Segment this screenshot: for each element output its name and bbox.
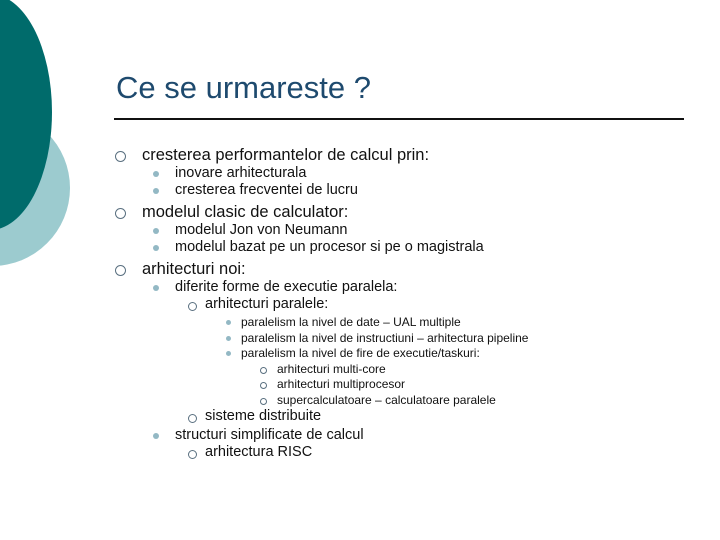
- sub-item-inovare: inovare arhitecturala: [175, 165, 307, 181]
- item-performance: cresterea performantelor de calcul prin:: [142, 146, 430, 164]
- dot-bullet-icon: [153, 228, 159, 234]
- hollow-bullet-icon: [115, 265, 126, 276]
- dot-bullet-icon: [226, 336, 231, 341]
- dot-bullet-icon: [153, 188, 159, 194]
- sub-item-fire-executie: paralelism la nivel de fire de executie/taskuri:: [241, 346, 480, 360]
- dot-bullet-icon: [153, 433, 159, 439]
- sub-item-date: paralelism la nivel de date – UAL multiple: [241, 315, 461, 329]
- sub-item-instructiuni: paralelism la nivel de instructiuni – arhitectura pipeline: [241, 331, 529, 345]
- hollow-bullet-icon: [188, 450, 197, 459]
- sub-item-magistrala: modelul bazat pe un procesor si pe o magistrala: [175, 239, 484, 255]
- sub-item-multiprocesor: arhitecturi multiprocesor: [277, 377, 406, 391]
- sub-item-multi-core: arhitecturi multi-core: [277, 362, 386, 376]
- sub-item-von-neumann: modelul Jon von Neumann: [175, 222, 348, 238]
- sub-item-frecventa: cresterea frecventei de lucru: [175, 182, 358, 198]
- dot-bullet-icon: [226, 351, 231, 356]
- sub-item-executie-paralela: diferite forme de executie paralela:: [175, 279, 398, 295]
- hollow-bullet-icon: [260, 382, 267, 389]
- hollow-bullet-icon: [115, 208, 126, 219]
- hollow-bullet-icon: [260, 398, 267, 405]
- sub-item-structuri-simplificate: structuri simplificate de calcul: [175, 427, 364, 443]
- hollow-bullet-icon: [188, 302, 197, 311]
- sub-item-arhitecturi-paralele: arhitecturi paralele:: [205, 296, 329, 312]
- item-classic-model: modelul clasic de calculator:: [142, 203, 349, 221]
- sub-item-sisteme-distribuite: sisteme distribuite: [205, 408, 322, 424]
- hollow-bullet-icon: [115, 151, 126, 162]
- hollow-bullet-icon: [188, 414, 197, 423]
- title-underline: [114, 118, 684, 120]
- item-new-architectures: arhitecturi noi:: [142, 260, 246, 278]
- hollow-bullet-icon: [260, 367, 267, 374]
- sub-item-risc: arhitectura RISC: [205, 444, 313, 460]
- slide-title: Ce se urmareste ?: [116, 70, 371, 105]
- sub-item-supercalculatoare: supercalculatoare – calculatoare paralele: [277, 393, 496, 407]
- dot-bullet-icon: [153, 245, 159, 251]
- decorative-circles: [0, 0, 120, 300]
- dot-bullet-icon: [153, 171, 159, 177]
- dot-bullet-icon: [226, 320, 231, 325]
- dot-bullet-icon: [153, 285, 159, 291]
